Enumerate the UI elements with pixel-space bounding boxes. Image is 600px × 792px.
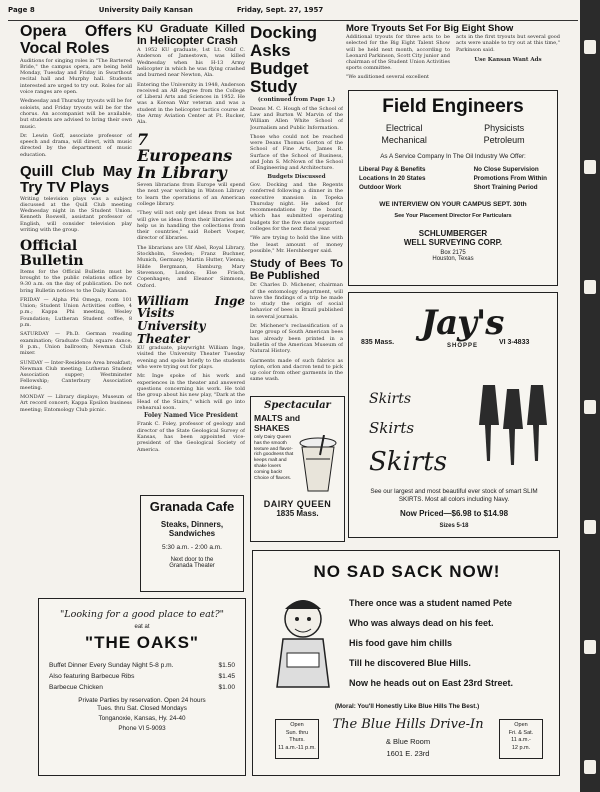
inge-p2: Mr. Inge spoke of his work and experiences in the theater and answered questions concerning his work. He told the group about his new play, "Dark at the Head of the Stairs," which will go into rehearsal soon.	[137, 373, 245, 411]
euro-p3: The librarians are Ulf Abel, Royal Library, Stockholm, Sweden; Franz Buchner, Munich, Germany; Martin Hutter, Vienna; Hilde Bergmann, Hamburg; Mary Stevenson, London; Else Frisch, Copenhagen; and Eleanor Simmons, Oxford.	[137, 244, 245, 289]
skirts-price: Now Priced—$6.98 to $14.98	[399, 509, 509, 518]
granada-name: Granada Cafe	[149, 499, 235, 514]
hours-left-1: Open	[290, 722, 304, 728]
skirts-2: Skirts	[369, 419, 415, 437]
poem-line-4: Till he discovered Blue Hills.	[349, 658, 471, 668]
oaks-phone: Phone VI 5-9093	[118, 724, 166, 732]
fabric-note: Garments made of such fabrics as nylon, orlon and dacron tend to pick up color from other garments in the same wash.	[250, 357, 343, 383]
euro-p1: Seven librarians from Europe will spend the next year working in Watson Library to learn the operations of an American college library.	[137, 182, 245, 207]
page-number: Page 8	[8, 6, 35, 14]
jays-address: 835 Mass.	[361, 339, 395, 346]
ad-field-offers	[359, 165, 547, 192]
opera-p1: Auditions for singing roles in "The Bartered Bride," the campus opera, are being held Monday, Tuesday and Friday in Swarthout recital hall and Murphy hall. Students interested are urged to try out. Roles for all voice ranges are open.	[20, 57, 132, 96]
skirts-body: See our largest and most beautiful ever stock of smart SLIM SKIRTS. Most all colors including Navy.	[370, 488, 538, 503]
offer-6: Short Training Period	[473, 183, 538, 191]
bulletin-intro: Items for the Official Bulletin must be brought to the public relations office by 9:30 a.m. on the day of publication. Do not bring Bulletin notices to the Daily Kansan.	[20, 268, 132, 294]
bees-p2: Dr. Michener's reclassification of a large group of South American bees has already been printed in a bulletin of the American Museum of Natural History.	[250, 323, 343, 355]
column-2	[137, 24, 245, 489]
dq-body: only Dairy Queen has the smooth texture and flavor-rich goodness that keeps malt and shake lovers coming back! Choice of flavors.	[254, 435, 294, 481]
dq-shakes: SHAKES	[254, 423, 290, 433]
oaks-name: "THE OAKS"	[85, 633, 199, 652]
bulletin-saturday: SATURDAY — Ph.D. German reading examination; Graduate Club square dance, 8 p.m., Union ballroom; Newman Club mixer.	[20, 331, 132, 357]
ad-field-interview: WE INTERVIEW ON YOUR CAMPUS SEPT. 30th	[379, 200, 527, 208]
offer-4: No Close Supervision	[473, 165, 539, 173]
drive-in-room: & Blue Room	[385, 737, 431, 746]
hours-left-2: Sun. thru	[285, 729, 309, 736]
docking-p4: "We are trying to hold the line with the least amount of money possible," Mr. Hershberger said.	[250, 235, 343, 254]
ad-field-disciplines	[353, 122, 553, 146]
jays-phone: VI 3-4833	[499, 339, 530, 346]
budgets-subhead: Budgets Discussed	[267, 173, 326, 180]
inge-p1: KU graduate, playwright William Inge, visited the University Theater Tuesday evening and spoke briefly to the students who were trying out for plays.	[137, 345, 245, 371]
hours-right-1: Open	[514, 722, 528, 728]
issue-date: Friday, Sept. 27, 1957	[236, 6, 324, 14]
offer-1: Liberal Pay & Benefits	[359, 165, 426, 173]
headline-opera: Opera Offers Vocal Roles	[20, 24, 132, 57]
bulletin-monday: MONDAY — Library displays; Museum of Art record concert; Kappa Epsilon business meeting; Entomology Club picnic.	[20, 394, 132, 413]
opera-p3: Dr. Lewin Goff, associate professor of speech and drama, will direct, with music directed by the department of music education.	[20, 132, 132, 158]
oaks-menu-price: $1.45	[218, 672, 235, 680]
column-3	[250, 24, 343, 392]
skirts-3: Skirts	[369, 447, 448, 477]
headline-inge: William Inge Visits University Theater	[137, 293, 245, 346]
ad-field-box: Box 2175	[440, 249, 466, 256]
headline-foley: Foley Named Vice President	[143, 412, 239, 420]
hours-right-3: 11 a.m.-	[511, 737, 531, 743]
tryouts-p2: acts in the first tryouts but several good acts were unable to try out at this time," Parkinson said.	[456, 33, 560, 53]
docking-p2: Those who could not be reached were Deans Thomas Gorton of the School of Fine Arts, James R. Surface of the School of Business, and John S. McNown of the School of Engineering and Architecture.	[250, 133, 343, 172]
ad-blue-hills	[252, 550, 560, 776]
poem-line-1: There once was a student named Pete	[349, 598, 513, 608]
ad-field-city: Houston, Texas	[432, 255, 474, 262]
jays-shoppe-label: SHOPPE	[447, 343, 479, 349]
ad-field-title: Field Engineers	[382, 96, 524, 117]
oaks-menu-label: Also featuring Barbecue Ribs	[49, 672, 135, 680]
ad-field-electrical: Electrical	[385, 122, 423, 133]
docking-p3: Gov. Docking and the Regents conferred following a dinner in the executive mansion in Topeka Thursday night. He asked for recommendations by the board, which has submitted operating budgets for the five state supported colleges for the next fiscal year.	[250, 181, 343, 233]
hours-right-2: Fri. & Sat.	[508, 729, 534, 736]
ad-jays-shoppe	[348, 292, 558, 538]
bulletin-sunday: SUNDAY — Inter-Residence Area breakfast; Newman Club meeting; Lutheran Student Association supper; Westminster Fellowship; Canterbury Association meeting.	[20, 359, 132, 391]
ad-field-engineers	[348, 90, 558, 286]
skirts-1: Skirts	[369, 391, 412, 407]
continued-note: (continued from Page 1.)	[257, 97, 336, 104]
hours-right-4: 12 p.m.	[511, 744, 531, 751]
granada-next1: Next door to the	[170, 556, 214, 563]
column-4-top	[346, 24, 560, 86]
ad-granada-cafe	[140, 495, 244, 592]
dq-spectacular: Spectacular	[264, 400, 331, 411]
tryouts-p1: Additional tryouts for three acts to be selected for the Big Eight Talent Show will be held next month, according to Leonard Parkinson, Scott City junior and chairman of the Student Union Activities sports committee.	[346, 33, 450, 72]
headline-tryouts: More Tryouts Set For Big Eight Show	[346, 24, 514, 34]
granada-hours: 5:30 a.m. - 2:00 a.m.	[162, 543, 222, 551]
euro-p2: "They will not only get ideas from us but will give us ideas from their libraries and help us in handling the collections from their countries," said Robert Vosper, director of libraries.	[137, 210, 245, 242]
oaks-private: Private Parties by reservation. Open 24 hours	[78, 696, 206, 704]
oaks-closed: Tues. thru Sat. Closed Mondays	[97, 704, 187, 712]
drive-in-address: 1601 E. 23rd	[386, 749, 430, 758]
headline-docking: Docking Asks Budget Study	[250, 24, 318, 96]
poem-line-2: Who was always dead on his feet.	[349, 618, 494, 628]
headline-helicopter: KU Graduate Killed In Helicopter Crash	[137, 24, 245, 47]
sack-poem	[349, 593, 513, 693]
docking-p1: Deans M. C. Hough of the School of Law and Burton W. Marvin of the William Allen White School of Journalism and Public Information.	[250, 105, 343, 131]
ad-field-company-2: WELL SURVEYING CORP.	[403, 237, 503, 247]
oaks-menu	[49, 660, 235, 693]
opera-p2: Wednesday and Thursday tryouts will be for soloists, and Friday tryouts will be for the chorus. An accompanist will be available, but students are advised to bring their own music.	[20, 98, 132, 130]
hours-left-3: Thurs.	[289, 737, 305, 743]
ad-the-oaks	[38, 598, 246, 776]
tryouts-quote: "We auditioned several excellent	[346, 73, 429, 80]
oaks-eat-at: eat at	[134, 624, 150, 630]
dq-cup-icon	[296, 435, 340, 497]
ad-field-service: As A Service Company In The Oil Industry We Offer:	[380, 152, 526, 160]
headline-bulletin: Official Bulletin	[20, 238, 84, 270]
film-strip-edge	[580, 0, 600, 792]
ad-field-mechanical: Mechanical	[381, 134, 427, 145]
sack-hours-right	[499, 719, 543, 759]
ad-field-physicists: Physicists	[484, 122, 525, 133]
oaks-menu-price: $1.50	[218, 661, 235, 669]
headline-europeans: 7 Europeans In Library	[137, 129, 233, 183]
sack-title: NO SAD SACK NOW!	[313, 562, 501, 581]
offer-2: Locations In 20 States	[359, 174, 426, 182]
column-1	[20, 24, 132, 594]
ad-dairy-queen	[250, 396, 345, 542]
ad-field-petroleum: Petroleum	[483, 134, 525, 145]
jays-logo: Jay's	[421, 303, 504, 343]
granada-next2: Granada Theater	[169, 562, 215, 569]
hours-left-4: 11 a.m.-11 p.m.	[278, 744, 316, 751]
poem-line-3: His food gave him chills	[349, 638, 453, 648]
bees-p1: Dr. Charles D. Michener, chairman of the entomology department, will have the findings of a trip he made to study the origin of social behavior of bees in Brazil published in several journals.	[250, 282, 343, 320]
headline-bees: Study of Bees To Be Published	[250, 258, 343, 282]
oaks-location: Tonganoxie, Kansas, Hy. 24-40	[98, 714, 186, 722]
quill-p1: Writing television plays was a subject discussed at the Quill Club meeting Wednesday night in the Student Union. Kenneth Roswell, assistant professor of English, will consider television play writing with the group.	[20, 195, 132, 234]
oaks-menu-label: Barbecue Chicken	[49, 683, 103, 691]
dq-name: DAIRY QUEEN	[263, 499, 332, 509]
offer-5: Promotions From Within	[473, 174, 547, 182]
page-header	[8, 6, 578, 18]
heli-p2: Entering the University in 1948, Anderson received an AB degree from the College of Liberal Arts and Sciences in 1952. He was a Korean War veteran and was a student in the helicopter tactics course at the Army Aviation Center at Ft. Rucker, Ala.	[137, 81, 245, 126]
dq-malts: MALTS and	[254, 413, 301, 423]
want-ads-note: Use Kansan Want Ads	[474, 56, 542, 63]
ad-field-placement: See Your Placement Director For Particulars	[394, 212, 512, 219]
headline-quill: Quill Club May Try TV Plays	[20, 163, 132, 196]
skirts-illustration	[477, 381, 551, 477]
granada-line2: Sandwiches	[168, 528, 216, 538]
oaks-tagline: "Looking for a good place to eat?"	[59, 609, 225, 620]
heli-p1: A 1952 KU graduate, 1st Lt. Olaf C. Anderson of Jamestown, was killed Wednesday when his H-13 Army helicopter in which he was flying crashed and burned near Newton, Ala.	[137, 47, 245, 79]
granada-line1: Steaks, Dinners,	[160, 519, 224, 529]
offer-3: Outdoor Work	[359, 183, 402, 191]
oaks-menu-label: Buffet Dinner Every Sunday Night 5-8 p.m.	[49, 661, 174, 669]
sack-hours-left	[275, 719, 319, 759]
drive-in-name: The Blue Hills Drive-In	[332, 717, 484, 732]
oaks-menu-item	[49, 682, 235, 693]
foley-p1: Frank C. Foley, professor of geology and director of the State Geological Survey of Kansas, has been appointed vice-president of the Geological Society of America.	[137, 421, 245, 453]
bulletin-friday: FRIDAY — Alpha Phi Omega, room 101 Union; Student Union Activities coffee, 4 p.m.; Kappa Phi meeting, Wesley Foundation; Lutheran Student coffee, 8 p.m.	[20, 296, 132, 329]
dq-address: 1835 Mass.	[276, 509, 319, 518]
oaks-menu-item	[49, 660, 235, 671]
oaks-menu-price: $1.00	[218, 683, 235, 691]
student-cartoon-icon	[267, 591, 341, 695]
sack-moral: (Moral: You'll Honestly Like Blue Hills The Best.)	[334, 703, 480, 710]
ad-field-company-1: SCHLUMBERGER	[418, 228, 488, 238]
oaks-menu-item	[49, 671, 235, 682]
poem-line-5: Now he heads out on East 23rd Street.	[349, 678, 514, 688]
paper-name: University Daily Kansan	[98, 6, 193, 14]
skirts-sizes: Sizes 5-18	[439, 523, 469, 529]
